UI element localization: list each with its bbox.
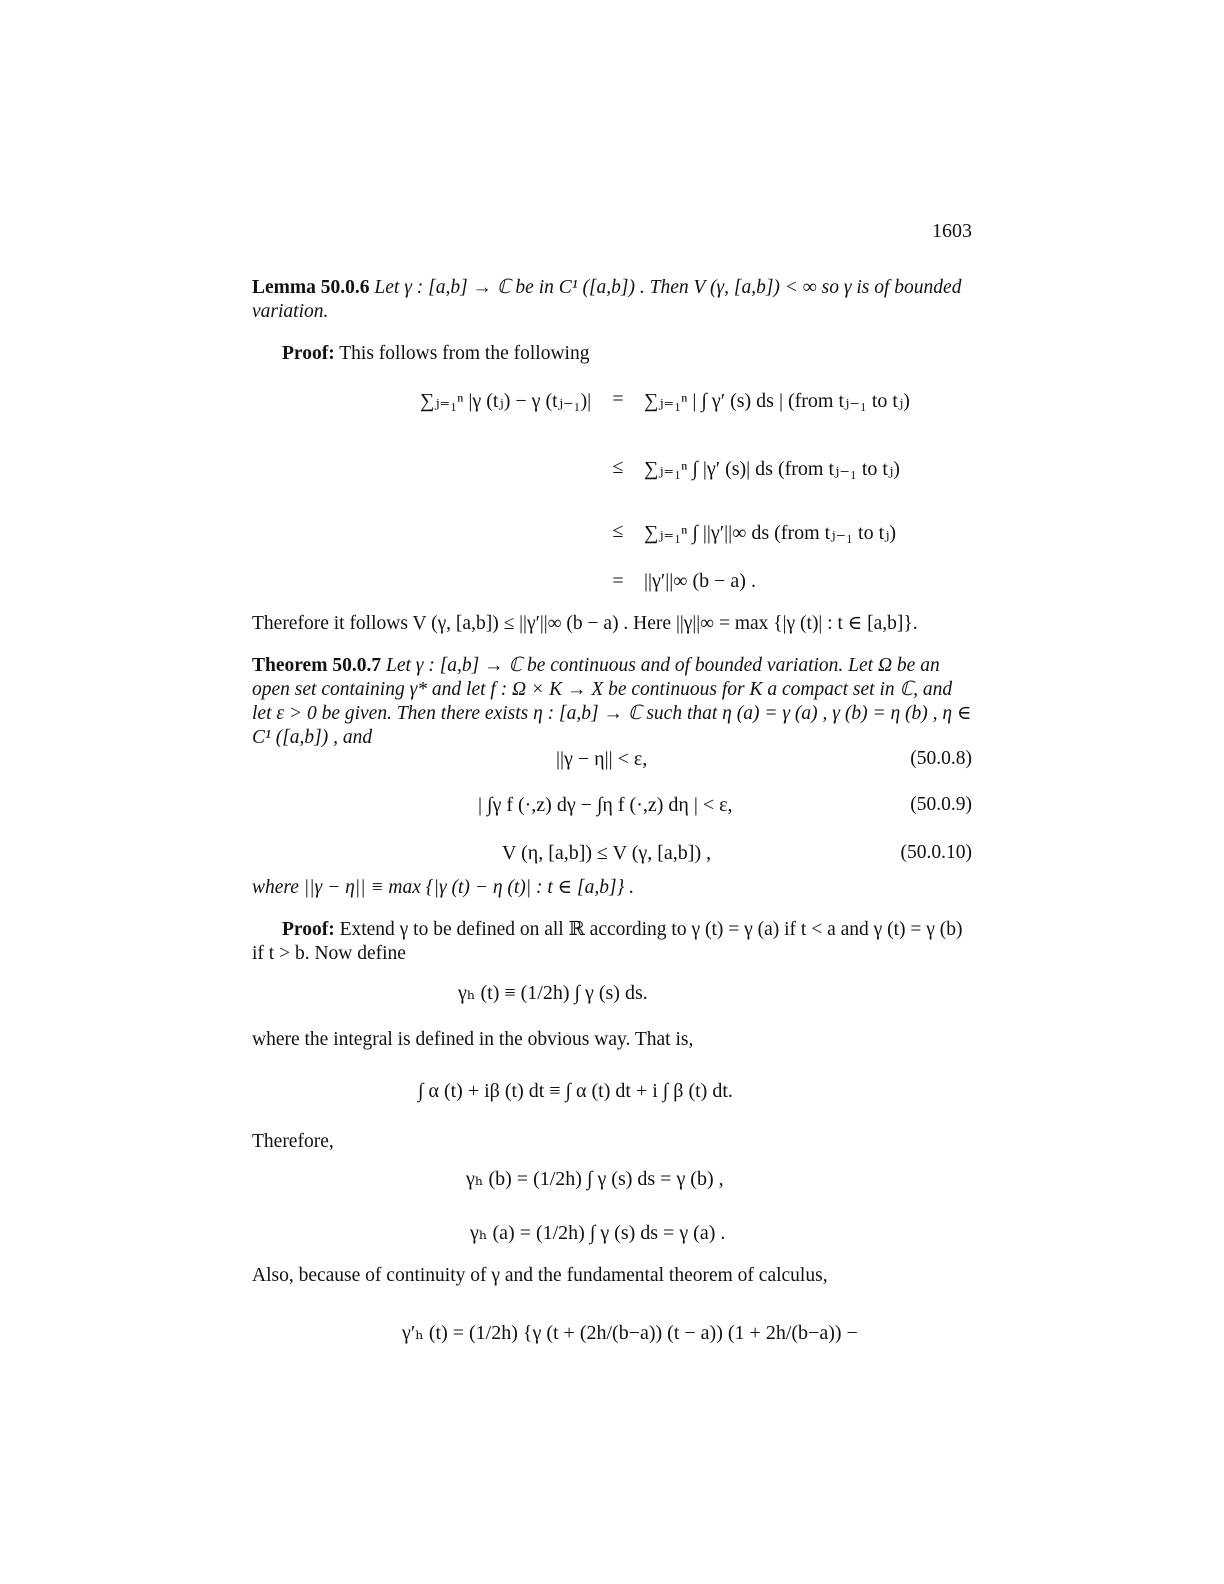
proof-intro-text: This follows from the following — [339, 343, 590, 364]
chain-rhs-1: ∑ⱼ₌₁ⁿ | ∫ γ′ (s) ds | (from tⱼ₋₁ to tⱼ) — [644, 390, 910, 412]
integral-note: where the integral is defined in the obvious way. That is, — [252, 1029, 694, 1050]
page-number: 1603 — [932, 220, 972, 242]
equation-number-50-0-9: (50.0.9) — [910, 794, 972, 815]
theorem-proof-extend — [252, 918, 972, 966]
complex-integral-definition: ∫ α (t) + iβ (t) dt ≡ ∫ α (t) dt + i ∫ β (t) dt. — [418, 1080, 733, 1102]
chain-rel-1: = — [612, 388, 624, 410]
proof-label: Proof: — [282, 343, 335, 364]
also-text: Also, because of continuity of γ and the fundamental theorem of calculus, — [252, 1265, 828, 1286]
lemma-block — [252, 276, 972, 324]
chain-rel-4: = — [612, 570, 624, 592]
therefore-text: Therefore, — [252, 1131, 334, 1152]
lemma-statement: Let γ : [a,b] → ℂ be in C¹ ([a,b]) . Then V (γ, [a,b]) < ∞ so γ is of bounded variation. — [252, 277, 962, 322]
lemma-conclusion: Therefore it follows V (γ, [a,b]) ≤ ||γ′||∞ (b − a) . Here ||γ||∞ = max {|γ (t)| : t ∈ [a,b]}. — [252, 613, 918, 634]
chain-rel-3: ≤ — [612, 520, 624, 542]
gamma-h-derivative: γ′ₕ (t) = (1/2h) {γ (t + (2h/(b−a)) (t − a)) (1 + 2h/(b−a)) − — [402, 1322, 858, 1344]
proof-label-2: Proof: — [282, 919, 335, 940]
equation-50-0-9: | ∫γ f (·,z) dγ − ∫η f (·,z) dη | < ε, — [478, 794, 733, 816]
gamma-h-definition: γₕ (t) ≡ (1/2h) ∫ γ (s) ds. — [458, 982, 648, 1004]
equation-number-50-0-8: (50.0.8) — [910, 748, 972, 769]
chain-lhs: ∑ⱼ₌₁ⁿ |γ (tⱼ) − γ (tⱼ₋₁)| — [420, 390, 592, 412]
gamma-h-at-a: γₕ (a) = (1/2h) ∫ γ (s) ds = γ (a) . — [470, 1222, 726, 1244]
equation-50-0-8: ||γ − η|| < ε, — [556, 748, 648, 770]
chain-rhs-4: ||γ′||∞ (b − a) . — [644, 570, 756, 592]
equation-50-0-10: V (η, [a,b]) ≤ V (γ, [a,b]) , — [502, 842, 712, 864]
theorem-where: where ||γ − η|| ≡ max {|γ (t) − η (t)| : t ∈ [a,b]} . — [252, 877, 635, 898]
lemma-label: Lemma 50.0.6 — [252, 277, 370, 298]
extend-text: Extend γ to be defined on all ℝ according to γ (t) = γ (a) if t < a and γ (t) = γ (b) if t > b. Now define — [252, 919, 963, 964]
theorem-statement: Let γ : [a,b] → ℂ be continuous and of bounded variation. Let Ω be an open set containing γ* and let f : Ω × K → X be continuous for K a compact set in ℂ, and let ε > 0 be given. Then there exists η : [a,b] → ℂ such that η (a) = γ (a) , γ (b) = η (b) , η ∈ C¹ ([a,b]) , and — [252, 655, 972, 748]
lemma-proof-intro — [252, 342, 972, 366]
equation-number-50-0-10: (50.0.10) — [900, 842, 972, 863]
theorem-label: Theorem 50.0.7 — [252, 655, 382, 676]
chain-rel-2: ≤ — [612, 456, 624, 478]
gamma-h-at-b: γₕ (b) = (1/2h) ∫ γ (s) ds = γ (b) , — [466, 1168, 724, 1190]
chain-rhs-2: ∑ⱼ₌₁ⁿ ∫ |γ′ (s)| ds (from tⱼ₋₁ to tⱼ) — [644, 458, 900, 480]
theorem-block — [252, 654, 972, 750]
chain-row-1 — [420, 388, 591, 413]
chain-rhs-3: ∑ⱼ₌₁ⁿ ∫ ||γ′||∞ ds (from tⱼ₋₁ to tⱼ) — [644, 522, 897, 544]
